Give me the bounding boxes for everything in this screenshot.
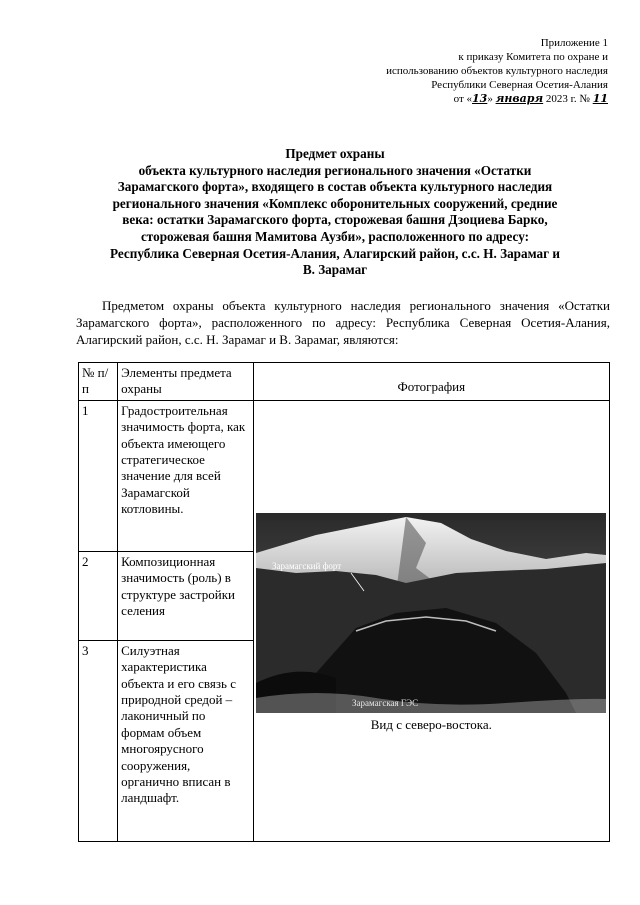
title-line: объекта культурного наследия регионального значения «Остатки <box>138 162 532 178</box>
date-day: 13 <box>472 92 488 105</box>
date-prefix: от « <box>453 93 473 105</box>
title-line: века: остатки Зарамагского форта, сторожевая башня Дзоциева Барко, <box>122 212 548 228</box>
row-text: Градостроительная значимость форта, как объекта имеющего стратегическое значение для всей Зарамагской котловины. <box>118 400 254 551</box>
appendix-date-line <box>308 92 608 106</box>
row-num: 1 <box>79 400 118 551</box>
date-suffix: 2023 г. № <box>545 93 590 105</box>
photo-cell <box>253 400 609 841</box>
appendix-header <box>308 36 608 106</box>
title-line: В. Зарамаг <box>302 262 368 278</box>
row-num: 3 <box>79 640 118 841</box>
header-elements: Элементы предмета охраны <box>118 363 254 401</box>
appendix-line: Республики Северная Осетия-Алания <box>431 79 608 91</box>
header-photo: Фотография <box>253 363 609 401</box>
appendix-line: использованию объектов культурного наследия <box>386 65 608 77</box>
title-line: регионального значения «Комплекс оборонительных сооружений, средние <box>112 195 558 211</box>
fort-photo <box>256 513 606 713</box>
title-line: сторожевая башня Мамитова Аузби», расположенного по адресу: <box>140 228 530 244</box>
table-row <box>79 400 610 551</box>
appendix-line: к приказу Комитета по охране и <box>458 51 608 63</box>
appendix-line: Приложение 1 <box>540 37 608 49</box>
title-line: Зарамагского форта», входящего в состав объекта культурного наследия <box>117 179 553 195</box>
photo-label: Зарамагский форт <box>272 560 342 571</box>
intro-paragraph <box>76 298 610 348</box>
row-text: Силуэтная характеристика объекта и его связь с природной средой – лаконичный по формам объем многоярусного сооружения, органично вписан в ландшафт. <box>118 640 254 841</box>
date-mid: » <box>487 93 493 105</box>
header-num: № п/п <box>79 363 118 401</box>
table-header-row <box>79 363 610 401</box>
title-line: Предмет охраны <box>285 146 385 161</box>
title-line: Республика Северная Осетия-Алания, Алагирский район, с.с. Н. Зарамаг и <box>110 245 560 261</box>
row-num: 2 <box>79 551 118 640</box>
photo-caption: Вид с северо-востока. <box>370 716 492 732</box>
row-text: Композиционная значимость (роль) в структуре застройки селения <box>118 551 254 640</box>
intro-text: Предметом охраны объекта культурного наследия регионального значения «Остатки Зарамагского форта», расположенного по адресу: Республика Северная Осетия-Алания, Алагирский район, с.с. Н. Зарамаг и В. Зарамаг, являются: <box>76 298 610 347</box>
document-title <box>60 146 610 279</box>
protection-table <box>78 362 610 842</box>
order-number: 11 <box>592 92 608 105</box>
photo-watermark: Зарамагская ГЭС <box>352 697 419 708</box>
date-month: января <box>495 92 544 105</box>
